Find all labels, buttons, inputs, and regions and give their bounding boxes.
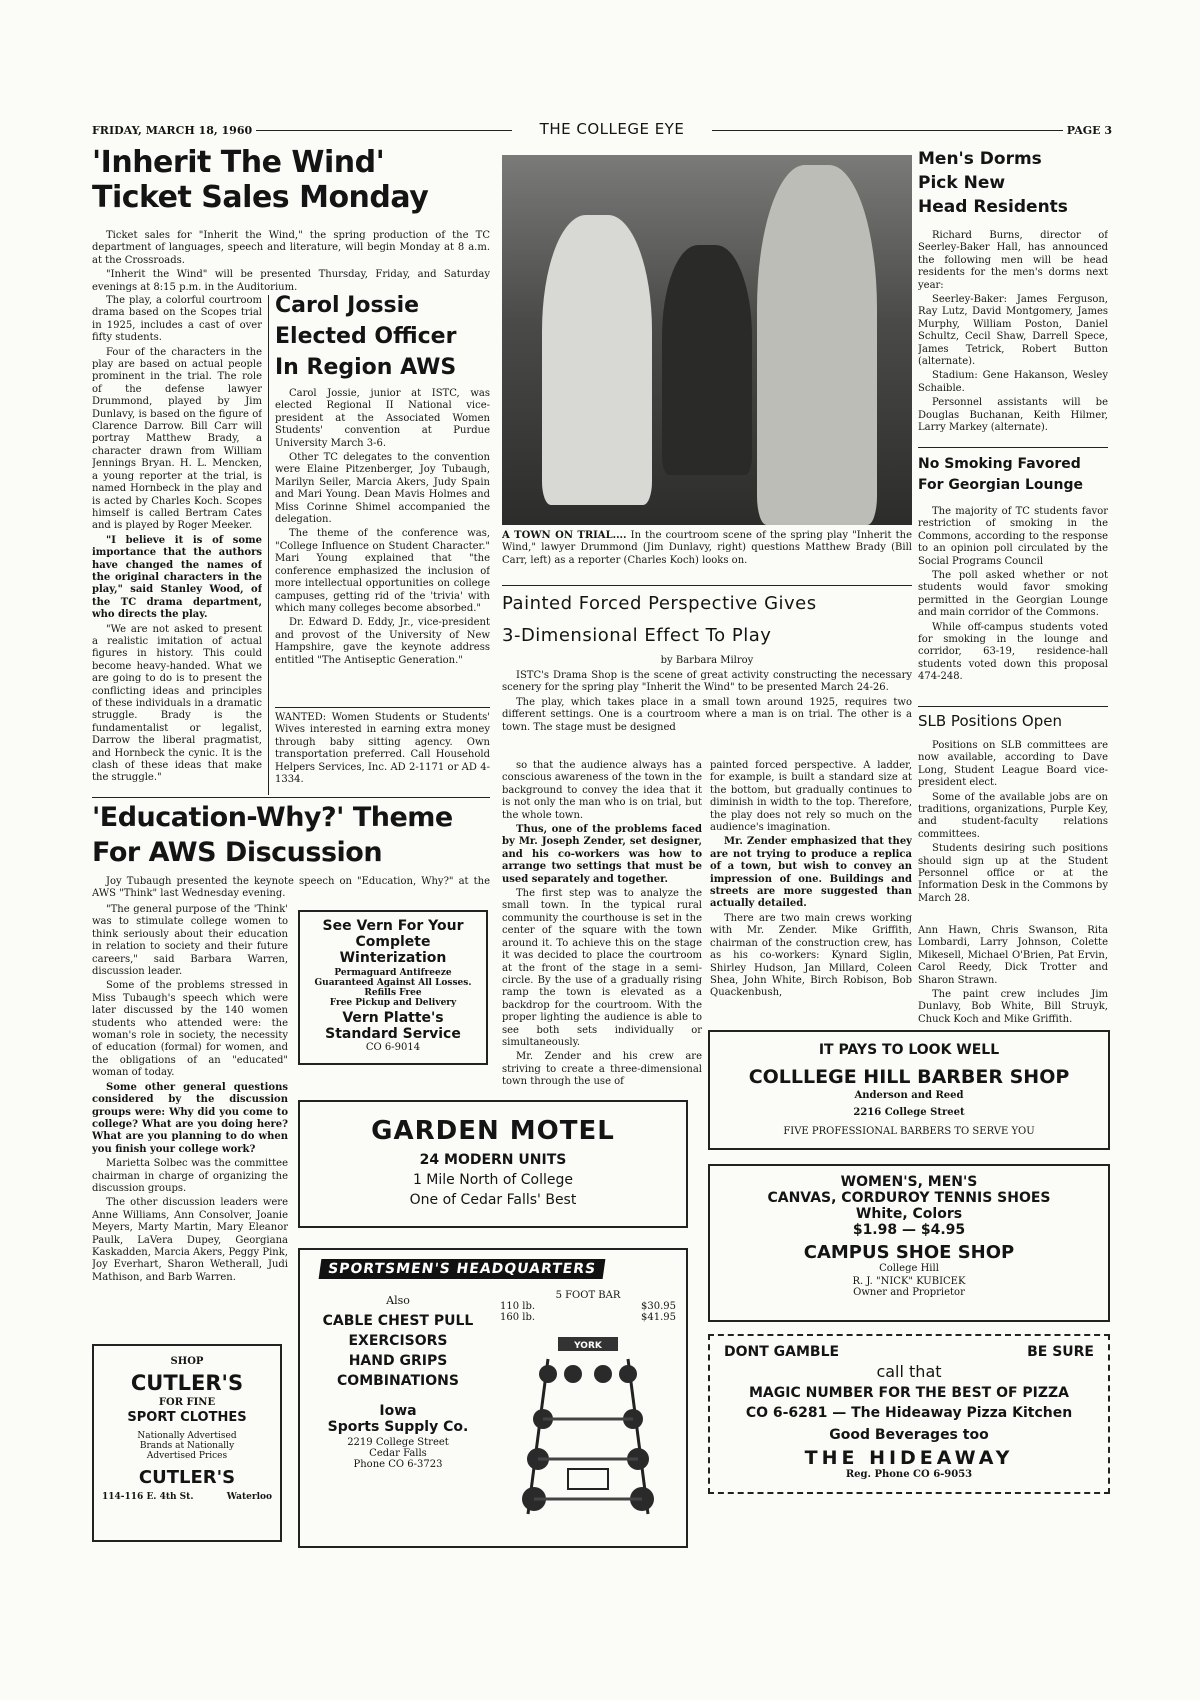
- shoes-ad: [708, 1164, 1110, 1322]
- sports-banner-wrap: [320, 1258, 604, 1279]
- sports-left: [308, 1294, 488, 1470]
- motel-tag: One of Cedar Falls' Best: [409, 1192, 577, 1208]
- sports-w2: 160 lb.: [500, 1312, 536, 1323]
- perspective-lead: [502, 670, 912, 756]
- masthead-page: PAGE 3: [1063, 124, 1112, 137]
- crew-column: [918, 925, 1108, 1035]
- vern-l4: Permaguard Antifreeze: [334, 968, 452, 978]
- perspective-c1-p1: so that the audience always has a conscious awareness of the town in the background to convey the idea that it is not only the man who is on trial, but the whole town.: [502, 760, 702, 821]
- cutler-footer: [94, 1488, 280, 1502]
- photo-figure-brady: [542, 215, 652, 505]
- dorms-p2: Seerley-Baker: James Ferguson, Ray Lutz, David Montgomery, James Murphy, William Poston, Daniel Schultz, Cecil Shaw, Darrell Spece, James Tetrick, Robert Button (alternate).: [918, 294, 1108, 368]
- masthead-date: FRIDAY, MARCH 18, 1960: [92, 124, 256, 137]
- sports-i2: EXERCISORS: [348, 1333, 448, 1349]
- pizza-l6: Good Beverages too: [829, 1427, 989, 1443]
- barber-addr: 2216 College Street: [853, 1107, 965, 1118]
- barber-name: COLLLEGE HILL BARBER SHOP: [748, 1066, 1070, 1088]
- cutler-addr: 114-116 E. 4th St.: [102, 1492, 194, 1502]
- dorms-p4: Personnel assistants will be Douglas Buchanan, Keith Hilmer, Larry Markey (alternate).: [918, 397, 1108, 434]
- perspective-lead-p2: The play, which takes place in a small town around 1925, requires two different settings. One is a courtroom where a man is on trial. The other is a town. The stage must be designed: [502, 696, 912, 733]
- sports-right: [500, 1290, 676, 1519]
- crew-p1: Ann Hawn, Chris Swanson, Rita Lombardi, Larry Johnson, Colette Mikesell, Michael O'Brien, Pat Ervin, Carol Reedy, Dick Trotter and Sharon Strawn.: [918, 925, 1108, 986]
- inherit-lead: [92, 230, 490, 294]
- cutler-l5: Brands at Nationally: [139, 1441, 235, 1451]
- york-label: YORK: [574, 1341, 602, 1351]
- perspective-c2-p3: There are two main crews working with Mr. Zender. Mike Griffith, chairman of the construction crew, has as his co-workers: Kynard Siglin, Shirley Hudson, Jan Millard, Coleen Shea, John White, Birch Robison, Bob Quackenbush,: [710, 912, 912, 999]
- dorms-p1: Richard Burns, director of Seerley-Baker Hall, has announced the following men will be head residents for the men's dorms next year:: [918, 230, 1108, 291]
- pizza-ad: [708, 1334, 1110, 1494]
- cutler-l3: SPORT CLOTHES: [127, 1410, 247, 1425]
- perspective-c1-p3: The first step was to analyze the small town. In the typical rural community the courthouse is set in the center of the square with the town around it. To achieve this on the stage it was decided to place the courtroom at the front of the stage in a semi-circle. By the use of a gradually rising ramp the town is elevated as a backdrop for the courtroom. With the proper lighting the audience is able to see both sets individually or simultaneously.: [502, 888, 702, 1048]
- smoking-rule: [918, 447, 1108, 448]
- sports-p1: $30.95: [641, 1301, 676, 1312]
- barbell-rack-illustration: [518, 1329, 658, 1519]
- jossie-column: [275, 388, 490, 698]
- barber-owners: Anderson and Reed: [854, 1090, 964, 1101]
- pizza-phone: Reg. Phone CO 6-9053: [845, 1469, 973, 1480]
- dorms-headline-line1: Men's Dorms: [918, 149, 1042, 169]
- cutler-l6: Advertised Prices: [146, 1451, 228, 1461]
- jossie-headline-line1: Carol Jossie: [275, 293, 420, 318]
- inherit-column: [92, 295, 262, 795]
- smoking-headline-line1: No Smoking Favored: [918, 456, 1081, 472]
- vern-l5: Guaranteed Against All Losses.: [314, 978, 472, 988]
- wanted-ad: [275, 712, 490, 798]
- perspective-headline: [502, 588, 912, 656]
- perspective-byline: by Barbara Milroy: [660, 655, 754, 666]
- courtroom-photo: [502, 155, 912, 525]
- vern-l1: See Vern For Your: [322, 918, 464, 934]
- education-rule: [92, 797, 490, 798]
- inherit-p1: The play, a colorful courtroom drama based on the Scopes trial in 1925, includes a cast of over fifty students.: [92, 295, 262, 344]
- vern-l9: Standard Service: [325, 1026, 461, 1042]
- dorms-p3: Stadium: Gene Hakanson, Wesley Schaible.: [918, 370, 1108, 394]
- photo-caption-lead: A TOWN ON TRIAL....: [502, 530, 627, 541]
- vern-l3: Winterization: [339, 950, 447, 966]
- crew-p2: The paint crew includes Jim Dunlavy, Bob White, Bill Struyk, Chuck Koch and Mike Griffith.: [918, 989, 1108, 1025]
- inherit-p2: Four of the characters in the play are based on actual people prominent in the trial. The role of the defense lawyer Drummond, played by Jim Dunlavy, is based on the figure of Clarence Darrow. Bill Carr will portray Matthew Brady, a character drawn from William Jennings Bryan. H. L. Mencken, a young reporter at the trial, is named Hornbeck in the play and is acted by Charles Koch. Scopes himself is called Bertram Cates and is played by Roger Meeker.: [92, 346, 262, 532]
- smoking-column: [918, 506, 1108, 706]
- photo-caption-text: In the courtroom scene of the spring play "Inherit the Wind," lawyer Drummond (Jim Dunlavy, right) questions Matthew Brady (Bill Carr, left) as a reporter (Charles Koch) looks on.: [502, 530, 912, 566]
- sports-i1: CABLE CHEST PULL: [322, 1313, 474, 1329]
- dorms-headline: [918, 147, 1118, 227]
- pizza-l2: BE SURE: [1027, 1344, 1094, 1360]
- barber-ad: [708, 1030, 1110, 1150]
- dorms-headline-line2: Pick New: [918, 173, 1006, 193]
- education-column: [92, 904, 288, 1332]
- perspective-lead-p1: ISTC's Drama Shop is the scene of great activity constructing the necessary scenery for the spring play "Inherit the Wind" to be presented March 24-26.: [502, 670, 912, 694]
- shoes-l3: White, Colors: [855, 1206, 963, 1222]
- cutler-l2: FOR FINE: [158, 1397, 216, 1408]
- inherit-lead-p2: "Inherit the Wind" will be presented Thursday, Friday, and Saturday evenings at 8:15 p.m. in the Auditorium.: [92, 269, 490, 293]
- slb-rule: [918, 706, 1108, 707]
- sports-i4: COMBINATIONS: [337, 1373, 459, 1389]
- education-p2: Some of the problems stressed in Miss Tubaugh's speech which were later discussed by the 140 women students who attended were: the woman's role in society, the necessity of education (formal) for women, and the obligations of an "educated" woman of today.: [92, 980, 288, 1079]
- cutler-l1: SHOP: [170, 1356, 204, 1367]
- smoking-headline-line2: For Georgian Lounge: [918, 477, 1083, 493]
- wanted-text: WANTED: Women Students or Students' Wives interested in earning extra money through baby sitting agency. Own transportation preferred. Call Household Helpers Services, Inc. AD 2-1171 or AD 4-1334.: [275, 712, 490, 786]
- sports-price-2: [500, 1312, 676, 1323]
- sports-ad: [298, 1248, 688, 1548]
- slb-headline: SLB Positions Open: [918, 712, 1062, 730]
- pizza-l4: MAGIC NUMBER FOR THE BEST OF PIZZA: [748, 1385, 1070, 1401]
- pizza-name: THE HIDEAWAY: [804, 1447, 1014, 1469]
- sports-name1: Iowa: [379, 1403, 417, 1419]
- shoes-l1: WOMEN'S, MEN'S: [840, 1174, 978, 1190]
- education-headline: [92, 800, 512, 872]
- education-headline-line2: For AWS Discussion: [92, 837, 383, 868]
- sports-city: Cedar Falls: [369, 1448, 427, 1459]
- inherit-p3: "I believe it is of some importance that the authors have changed the names of the original characters in the play," said Stanley Wood, of the TC drama department, who directs the play.: [92, 534, 262, 621]
- inherit-headline-line2: Ticket Sales Monday: [92, 180, 429, 215]
- education-p4: Marietta Solbec was the committee chairman in charge of organizing the discussion groups.: [92, 1158, 288, 1194]
- shoes-role: Owner and Proprietor: [853, 1287, 965, 1298]
- sports-w1: 110 lb.: [500, 1301, 536, 1312]
- education-lead-p: Joy Tubaugh presented the keynote speech on "Education, Why?" at the AWS "Think" last Wednesday evening.: [92, 876, 490, 900]
- inherit-p4: "We are not asked to present a realistic imitation of actual figures in history. This could become heavy-handed. What we are going to do is to present the conflicting ideas and principles of these individuals in a dramatic struggle. Brady is the fundamentalist or legalist, Darrow the liberal pragmatist, and Hornbeck the cynic. It is the clash of these ideas that make the struggle.": [92, 623, 262, 784]
- pizza-l3: call that: [876, 1362, 942, 1381]
- perspective-c1-p2: Thus, one of the problems faced by Mr. Joseph Zender, set designer, and his co-workers was how to arrange two settings that must be used separately and together.: [502, 824, 702, 885]
- slb-p3: Students desiring such positions should sign up at the Student Personnel office or at the Information Desk in the Commons by March 28.: [918, 843, 1108, 904]
- education-headline-line1: 'Education-Why?' Theme: [92, 802, 453, 833]
- motel-ad: [298, 1100, 688, 1228]
- smoking-p1: The majority of TC students favor restriction of smoking in the Commons, according to the response to an opinion poll circulated by the Social Programs Council: [918, 506, 1108, 567]
- photo-figure-drummond: [757, 165, 877, 525]
- jossie-p1: Carol Jossie, junior at ISTC, was elected Regional II National vice-president at the Associated Women Students' convention at Purdue University March 3-6.: [275, 388, 490, 449]
- vern-l2: Complete: [355, 934, 431, 950]
- sports-addr: 2219 College Street: [347, 1437, 449, 1448]
- wanted-rule: [275, 707, 490, 708]
- photo-figure-reporter: [662, 245, 752, 475]
- shoes-price: $1.98 — $4.95: [852, 1222, 966, 1238]
- perspective-c2-p2: Mr. Zender emphasized that they are not trying to produce a replica of a town, but wish to convey an impression of one. Buildings and streets are more suggested than actually detailed.: [710, 836, 912, 910]
- cutler-name: CUTLER'S: [130, 1371, 244, 1395]
- perspective-headline-line1: Painted Forced Perspective Gives: [502, 593, 817, 614]
- jossie-p4: Dr. Edward D. Eddy, Jr., vice-president and provost of the University of New Hampshire, gave the keynote address entitled "The Antiseptic Generation.": [275, 617, 490, 666]
- pizza-l1: DONT GAMBLE: [724, 1344, 840, 1360]
- motel-name: GARDEN MOTEL: [371, 1116, 615, 1146]
- inherit-lead-p1: Ticket sales for "Inherit the Wind," the spring production of the TC department of languages, speech and literature, will begin Monday at 8 a.m. at the Crossroads.: [92, 230, 490, 266]
- vern-l10: CO 6-9014: [365, 1042, 421, 1053]
- sports-p2: $41.95: [641, 1312, 676, 1323]
- perspective-c1-p4: Mr. Zender and his crew are striving to create a three-dimensional town through the use of: [502, 1051, 702, 1088]
- inherit-headline: [92, 145, 452, 217]
- vern-ad: [298, 910, 488, 1065]
- education-p3: Some other general questions considered by the discussion groups were: Why did you come to college? What are you doing here? What are you planning to do when you finish your college work?: [92, 1081, 288, 1155]
- motel-loc: 1 Mile North of College: [412, 1172, 574, 1188]
- sports-banner: SPORTSMEN'S HEADQUARTERS: [319, 1259, 606, 1279]
- column-rule: [268, 295, 269, 795]
- dorms-column: [918, 230, 1108, 440]
- jossie-headline-line2: Elected Officer: [275, 324, 457, 349]
- pizza-top: [710, 1344, 1108, 1360]
- sports-phone: Phone CO 6-3723: [353, 1459, 443, 1470]
- cutler-city: Waterloo: [226, 1492, 272, 1502]
- jossie-p2: Other TC delegates to the convention were Elaine Pitzenberger, Joy Tubaugh, Marilyn Seiler, Marcia Akers, Judy Spain and Mari Young. Dean Mavis Holmes and Miss Corinne Shimel accompanied the delegation.: [275, 452, 490, 526]
- cutler-l4: Nationally Advertised: [137, 1431, 237, 1441]
- education-lead: [92, 876, 490, 902]
- pizza-l5: CO 6-6281 — The Hideaway Pizza Kitchen: [745, 1405, 1073, 1421]
- slb-p1: Positions on SLB committees are now available, according to Dave Long, Student League Board vice-president elect.: [918, 740, 1108, 789]
- dorms-headline-line3: Head Residents: [918, 197, 1068, 217]
- jossie-headline-line3: In Region AWS: [275, 355, 457, 380]
- smoking-p3: While off-campus students voted for smoking in the lounge and corridor, 63-19, residence-hall students voted down this proposal 474-248.: [918, 621, 1108, 683]
- cutler-name2: CUTLER'S: [138, 1467, 236, 1488]
- sports-also: Also: [386, 1294, 410, 1307]
- sports-name2: Sports Supply Co.: [327, 1419, 469, 1435]
- sports-bar: 5 FOOT BAR: [555, 1290, 621, 1301]
- barber-tag: FIVE PROFESSIONAL BARBERS TO SERVE YOU: [783, 1126, 1035, 1137]
- shoes-loc: College Hill: [879, 1263, 939, 1274]
- vern-l6: Refills Free: [364, 988, 422, 998]
- shoes-owner: R. J. "NICK" KUBICEK: [852, 1276, 966, 1287]
- shoes-name: CAMPUS SHOE SHOP: [803, 1242, 1015, 1263]
- photo-caption: [502, 530, 912, 580]
- vern-l7: Free Pickup and Delivery: [329, 998, 457, 1008]
- education-p1: "The general purpose of the 'Think' was to stimulate college women to think seriously about their education in relation to society and their future careers," said Barbara Warren, discussion leader.: [92, 904, 288, 978]
- smoking-p2: The poll asked whether or not students would favor smoking permitted in the Georgian Lounge and main corridor of the Commons.: [918, 570, 1108, 619]
- masthead-title: THE COLLEGE EYE: [512, 120, 712, 138]
- barber-l1: IT PAYS TO LOOK WELL: [818, 1042, 1000, 1058]
- slb-column: [918, 740, 1108, 920]
- slb-p2: Some of the available jobs are on traditions, organizations, Purple Key, and student-faculty relations committees.: [918, 791, 1108, 840]
- inherit-headline-line1: 'Inherit The Wind': [92, 145, 385, 180]
- motel-units: 24 MODERN UNITS: [419, 1152, 567, 1168]
- cutler-ad: [92, 1344, 282, 1542]
- vern-l8: Vern Platte's: [342, 1010, 444, 1026]
- perspective-headline-line2: 3-Dimensional Effect To Play: [502, 625, 772, 646]
- perspective-col1: [502, 760, 702, 1096]
- perspective-c2-p1: painted forced perspective. A ladder, for example, is built a standard size at the bottom, but gradually continues to diminish in width to the top. Therefore, the play does not rely so much on the audience's imagination.: [710, 760, 912, 834]
- jossie-headline: [275, 292, 490, 382]
- smoking-headline: [918, 454, 1113, 504]
- education-p5: The other discussion leaders were Anne Williams, Ann Consolver, Joanie Meyers, Marty Martin, Mary Eleanor Paulk, LaVera Dupey, Georgiana Kaskadden, Marcia Akers, Peggy Pink, Joy Everhart, Sharon Wetherall, Judi Mathison, and Barb Warren.: [92, 1197, 288, 1283]
- shoes-l2: CANVAS, CORDUROY TENNIS SHOES: [767, 1190, 1051, 1206]
- jossie-p3: The theme of the conference was, "College Influence on Student Character." Mari Young explained that "the conference emphasized the inclusion of more intellectual opportunities on college campuses, getting rid of the 'trivia' with which many colleges become absorbed.": [275, 528, 490, 614]
- sports-price-1: [500, 1301, 676, 1312]
- masthead: [92, 118, 1112, 140]
- sports-i3: HAND GRIPS: [348, 1353, 448, 1369]
- perspective-rule: [502, 585, 912, 586]
